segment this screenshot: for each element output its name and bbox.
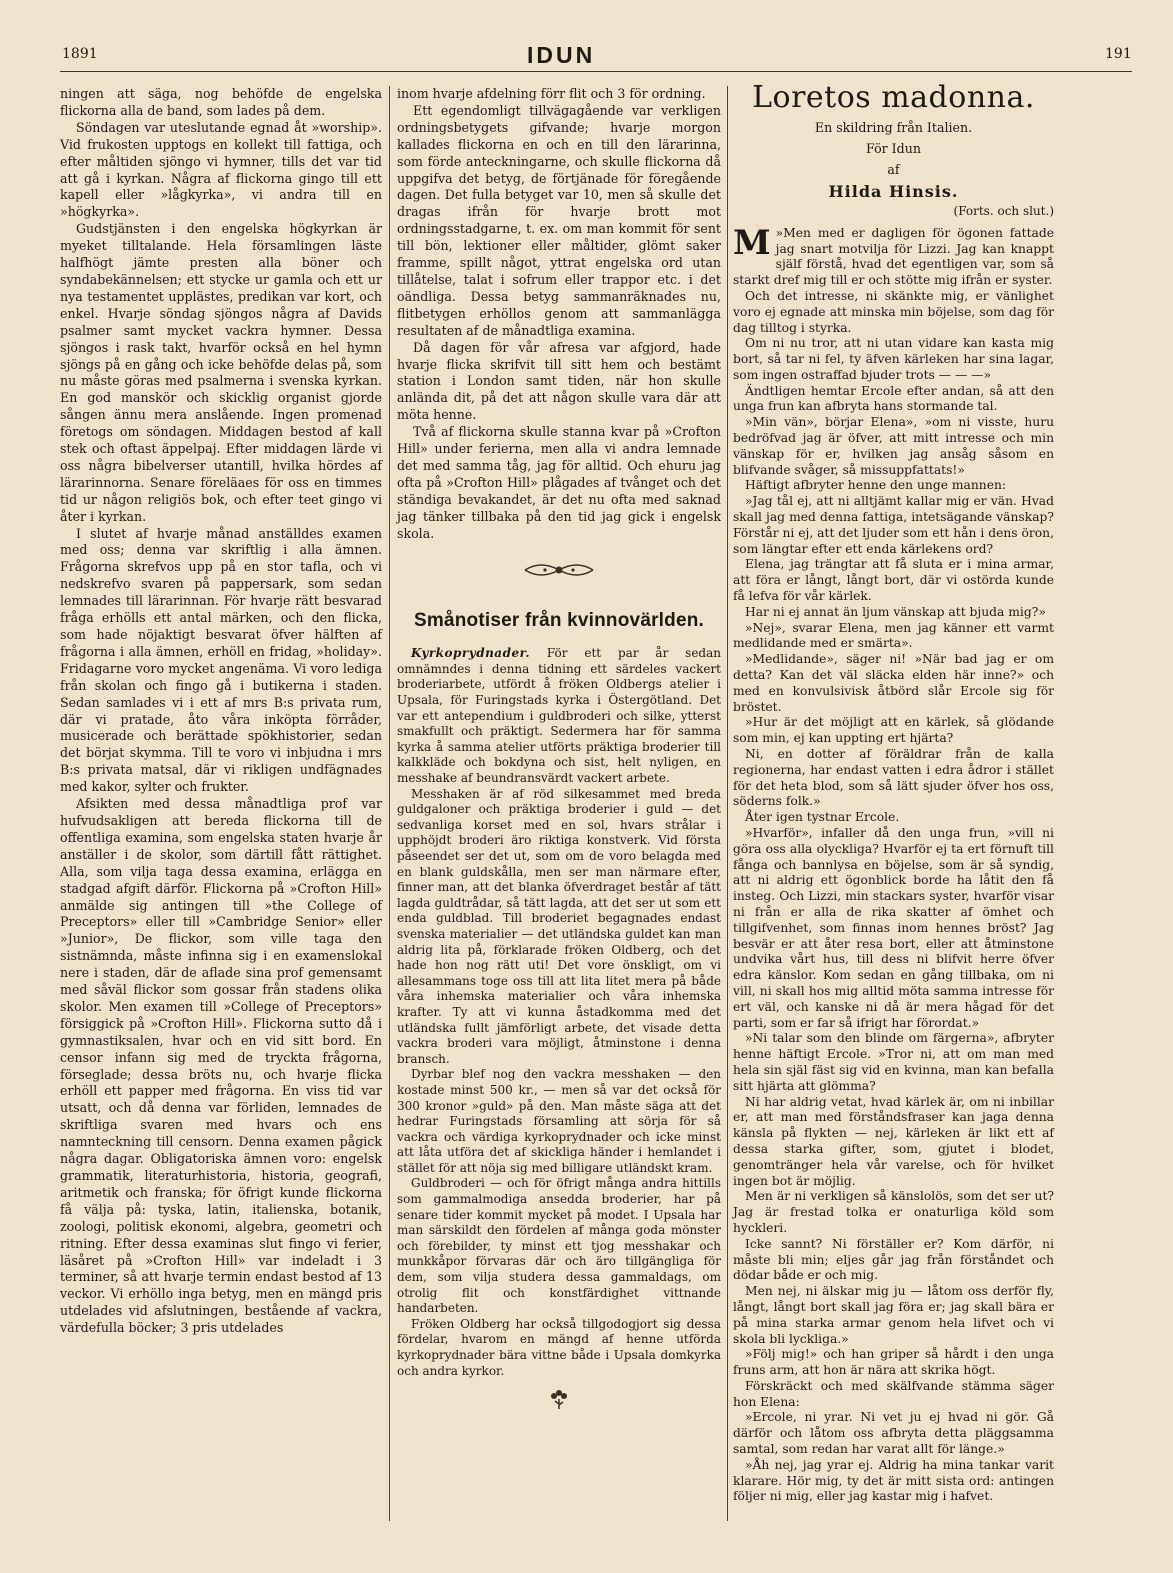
story-by-line: af	[887, 161, 900, 177]
paragraph: Dyrbar blef nog den vackra messhaken — den kostade minst 500 kr., — men så var det också för 300 kronor »guld» på den. Man måste säga att det hedrar Furingstads församling att sörja för så vackra och värdiga kyrkoprydnader och icke minst att låta utföra det af skickliga händer i hemlandet i stället för att nöja sig med billigare utländskt kram.	[397, 1067, 721, 1175]
paragraph: Söndagen var uteslutande egnad åt »worship». Vid frukosten upptogs en kollekt till fattiga, och efter måltiden sjöngo vi hymner, tills det var tid att gå i kyrkan. Några af flickorna gingo till ett kapell eller »lågkyrka», vi andra till en »högkyrka».	[60, 119, 382, 220]
paragraph: Ni, en dotter af föräldrar från de kalla regionerna, har endast vatten i edra ådror i stället för det heta blod, som så lätt sjuder öfver hos oss, söderns folk.»	[733, 747, 1054, 809]
paragraph: »Nej», svarar Elena, men jag känner ett varmt medlidande med er smärta».	[733, 620, 1054, 651]
ornament-divider-icon	[397, 558, 721, 583]
paragraph: Fröken Oldberg har också tillgodogjort sig dessa fördelar, hvarom en mängd af henne utförda kyrkoprydnader bära vittne både i Upsala domkyrka och andra kyrkor.	[397, 1316, 721, 1378]
paragraph: Och det intresse, ni skänkte mig, er vänlighet voro ej egnade att minska min böjelse, som dag för dag tilltog i styrka.	[733, 288, 1054, 335]
paragraph: »Åh nej, jag yrar ej. Aldrig ha mina tankar varit klarare. Hör mig, ty det är mitt sista ord: antingen följer ni mig, eller jag kastar mig i hafvet.	[733, 1457, 1054, 1504]
paragraph: Förskräckt och med skälfvande stämma säger hon Elena:	[733, 1378, 1054, 1409]
paragraph: Ett egendomligt tillvägagående var verkligen ordningsbetygets gifvande; hvarje morgon kallades flickorna en och en till den lärarinna, som förde anteckningarne, och skulle flickorna då uppgifva det betyg, de förtjänade för föregående dagen. Det fulla betyget var 10, men så skulle det dragas ifrån för hvarje brott mot ordningsstadgarne, t. ex. om man kommit för sent till bön, lektioner eller måltider, glömt saker framme, spillt något, yttrat engelska ord utan tillåtelse, talat i sofrum eller trappor etc. i det oändliga. Dessa betyg sammanräknades nu, flitbetygen erhöllos genom att sammanlägga resultaten af de månadtliga examina.	[397, 102, 721, 338]
paragraph: »Ercole, ni yrar. Ni vet ju ej hvad ni gör. Gå därför och låtom oss afbryta detta pläggsamma samtal, som redan har varat allt för länge.»	[733, 1410, 1054, 1457]
paragraph: »Ni talar som den blinde om färgerna», afbryter henne häftigt Ercole. »Tror ni, att om man med hela sin själ fäst sig vid en kvinna, man kan befalla sitt hjärta att glömma?	[733, 1031, 1054, 1093]
column-1-article-continuation	[60, 86, 382, 1337]
paragraph: Guldbroderi — och för öfrigt många andra hittills som gammalmodiga ansedda broderier, har på senare tider kommit mycket på modet. I Upsala har man särskildt den fördelen af många goda mönster och förebilder, ty minst ett tjog messhakar och munkkåpor förvaras där och äro tillgängliga för dem, som vilja studera dessa gammaldags, om otrolig flit och konstfärdighet vittnande handarbeten.	[397, 1176, 721, 1316]
paragraph: »Men med er dagligen för ögonen fattade jag snart motvilja för Lizzi. Jag kan knappt själf förstå, hvad det egentligen var, som så starkt dref mig till er och stötte mig ifrån er syster.	[733, 225, 1054, 288]
flower-ornament-icon	[397, 1385, 721, 1414]
paragraph: »Hvarför», infaller då den unga frun, »vill ni göra oss alla olyckliga? Hvarför ej ta ert förnuft till fånga och bannlysa en böjelse, som är så syndig, att ni aldrig ett ögonblick borde ha låtit den få insteg. Och Lizzi, min stackars syster, hvarför visar ni från er alla de rika skatter af ömhet och tillgifvenhet, som finnas inom hennes bröst? Jag besvär er att åter resa bort, eller att åtminstone undvika vårt hus, till dess ni blifvit herre öfver edra känslor. Kom sedan en gång tillbaka, om ni vill, ni skall hos mig alltid möta samma intresse för ert väl, och kanske ni då är mera hågad för det parti, som er far så ifrigt har förordat.»	[733, 826, 1054, 1030]
header-year: 1891	[62, 46, 98, 62]
notices-body	[397, 646, 721, 1379]
paragraph: Ni har aldrig vetat, hvad kärlek är, om ni inbillar er, att man med förståndsfraser kan jaga denna känsla på flykten — nej, kärleken är likt ett af dessa starka gifter, som, gjutet i blodet, genomtränger hela vår varelse, och för hvilket ingen bot är möjlig.	[733, 1094, 1054, 1188]
column-3-story	[733, 80, 1054, 1505]
story-title: Loretos madonna.	[752, 80, 1035, 115]
paragraph: För ett par år sedan omnämndes i denna tidning ett särdeles vackert broderiarbete, utfördt å fröken Oldbergs atelier i Upsala, för Furingstads kyrka i Östergötland. Det var ett antependium i guldbroderi och silke, ytterst smakfullt och präktigt. Sedermera har för samma kyrka å samma atelier utförts präktiga broderier till kalkkläde och bokdyna och sist, helt nyligen, en messhake af beundransvärdt vackert arbete.	[397, 646, 721, 786]
header-rule	[60, 71, 1132, 72]
paragraph: Om ni nu tror, att ni utan vidare kan kasta mig bort, så tar ni fel, ty äfven kärleken har sina lagar, som ingen ostraffad bjuder trots — — —»	[733, 336, 1054, 382]
paragraph: »Hur är det möjligt att en kärlek, så glödande som min, ej kan uppting ert hjärta?	[733, 715, 1054, 746]
paragraph: Åter igen tystnar Ercole.	[745, 810, 900, 825]
column-divider-2	[727, 86, 728, 1521]
story-body	[733, 222, 1054, 1506]
paragraph: ningen att säga, nog behöfde de engelska flickorna alla de band, som lades på dem.	[60, 86, 382, 118]
paragraph: Icke sannt? Ni förställer er? Kom därför, ni måste bli min; eljes går jag från förståndet och dödar både er och mig.	[733, 1236, 1054, 1283]
story-author: Hilda Hinsis.	[828, 181, 959, 201]
story-continuation-note: (Forts. och slut.)	[953, 203, 1054, 218]
paragraph: »Medlidande», säger ni! »När bad jag er om detta? Kan det väl släcka elden här inne?» och med en konvulsivisk åtbörd slår Ercole sig för bröstet.	[733, 652, 1054, 714]
notices-heading: Smånotiser från kvinnovärlden.	[413, 610, 705, 632]
drop-cap: M	[733, 222, 771, 263]
paragraph: Då dagen för vår afresa var afgjord, hade hvarje flicka skrifvit till sitt hem och bestämt station i London samt tiden, när hon skulle anlända dit, på det att någon skulle vara där att möta henne.	[397, 339, 721, 423]
paragraph: Afsikten med dessa månadtliga prof var hufvudsakligen att bereda flickorna till de offentliga examina, som engelska staten hvarje år anställer i de skolor, som därtill fått rättighet. Alla, som vilja taga dessa examina, erlägga en stadgad afgift därför. Flickorna på »Crofton Hill» anmälde sig antingen till »the College of Preceptors» eller till »Cambridge Senior» eller »Junior», De flickor, som ville taga den sistnämnda, måste infinna sig i en examenslokal nere i staden, där de aflade sina prof gemensamt med såväl flickor som gossar från stadens olika skolor. Men examen till »College of Preceptors» försiggick på »Crofton Hill». Flickorna sutto då i gymnastiksalen, hvar och en vid sitt bord. En censor infann sig med de tryckta frågorna, förseglade; dessa bröts nu, och hvarje flicka erhöll ett papper med frågorna. En viss tid var utsatt, och då denna var förliden, lemnades de skriftliga svaren med hvars och ens namnteckning till censorn. Denna examen pågick några dagar. Obligatoriska ämnen voro: engelsk grammatik, literaturhistoria, historia, geografi, aritmetik och franska; för öfrigt kunde flickorna få välja på: tyska, latin, italienska, botanik, zoologi, politisk ekonomi, algebra, geometri och ritning. Efter dessa examinas slut fingo vi ferier, läsåret på »Crofton Hill» var indeladt i 3 terminer, så att hvarje termin endast bestod af 13 veckor. Vi erhöllo inga betyg, men en mängd pris utdelades vid afslutningen, bestående af vackra, värdefulla böcker; 3 pris utdelades	[60, 796, 382, 1336]
paragraph: Ändtligen hemtar Ercole efter andan, så att den unga frun kan afbryta hans stormande tal.	[733, 383, 1054, 414]
paragraph: Gudstjänsten i den engelska högkyrkan är myeket tilltalande. Hela församlingen läste halfhögt jämte presten alla böner och syndabekännelsen; ett stycke ur gamla och ett ur nya testamentet upplästes, predikan var kort, och enkel. Hvarje söndag sjöngos några af Davids psalmer samt mycket vackra hymner. Dessa sjöngos i rask takt, hvarför också en hel hymn sjöngs på en gång och icke behöfde delas på, som nu måste göras med psalmerna i svenska kyrkan. En god manskör och skicklig organist gjorde sången ännu mera anslående. Ingen promenad företogs om söndagen. Middagen bestod af kall stek och oftast äppelpaj. Efter middagen lärde vi oss några bibelverser utantill, hvilka hördes af lärarinnorna. Senare föreläaes för oss en timmes tid ur någon religiös bok, och efter teet gingo vi åter i kyrkan.	[60, 221, 382, 524]
notice-lead: Kyrkoprydnader.	[411, 646, 531, 661]
header-page-number: 191	[1105, 46, 1132, 62]
paragraph: I slutet af hvarje månad anställdes examen med oss; denna var skriftlig i alla ämnen. Frågorna skrefvos upp på en stor tafla, och vi nedskrefvo svaren på pappersark, som sedan lemnades till lärarinnan. För hvarje rätt besvarad fråga erhölls ett antal märken, och den flicka, som hade nöjaktigt besvarat öfver hälften af frågorna i alla ämnen, erhöll en fridag, »holiday». Fridagarne voro mycket angenäma. Vi voro lediga från skolan och fingo gå i butikerna i staden. Sedan samlades vi i ett af mrs B:s privata rum, där vi pratade, åto våra inköpta förråder, musicerade och berättade spökhistorier, sedan det börjat skymma. Till te voro vi inbjudna i mrs B:s privata matsal, där vi rikligen undfägnades med kakor, sylter och frukter.	[60, 525, 382, 795]
paragraph: Men är ni verkligen så känslolös, som det ser ut? Jag är frestad tolka er onaturliga köld som hyckleri.	[733, 1189, 1054, 1235]
masthead-title: IDUN	[527, 42, 596, 68]
paragraph: Häftigt afbryter henne den unge mannen:	[745, 478, 1007, 493]
story-for-line: För Idun	[866, 140, 921, 156]
paragraph: Elena, jag trängtar att få sluta er i mina armar, att föra er långt, långt bort, där vi ostörda kunde få lefva för vår kärlek.	[733, 557, 1054, 604]
paragraph: inom hvarje afdelning förr flit och 3 för ordning.	[397, 86, 706, 101]
paragraph: Två af flickorna skulle stanna kvar på »Crofton Hill» under ferierna, men alla vi andra lemnade det med samma tåg, jag för alltid. Och ehuru jag ofta på »Crofton Hill» plågades af tvånget och det ständiga bevakandet, är det nu ofta med saknad jag tänker tillbaka på den tid jag gick i engelsk skola.	[397, 424, 721, 541]
paragraph: »Följ mig!» och han griper så hårdt i den unga fruns arm, att hon är nära att skrika högt.	[733, 1347, 1054, 1378]
column-divider-1	[389, 86, 390, 1521]
story-subtitle: En skildring från Italien.	[814, 119, 973, 135]
paragraph: »Min vän», börjar Elena», »om ni visste, huru bedröfvad jag är öfver, att mitt intresse och min vänskap för er, hvilken jag ansåg såsom en blifvande svåger, så missuppfattats!»	[733, 415, 1054, 477]
paragraph: Men nej, ni älskar mig ju — låtom oss derför fly, långt, långt bort skall jag föra er; jag skall bära er på mina starka armar genom hela lifvet och vi skola bli lyckliga.»	[733, 1284, 1054, 1346]
column-2	[397, 86, 721, 1414]
paragraph: Har ni ej annat än ljum vänskap att bjuda mig?»	[745, 604, 1046, 619]
paragraph: Messhaken är af röd silkesammet med breda guldgaloner och präktiga broderier i guld — det sedvanliga korset med en sol, hvars strålar i upphöjdt broderi äro riktiga konstverk. Vid första påseendet ser det ut, som om de voro belagda med en blank guldskålla, men ser man närmare efter, finner man, att det blanka öfverdraget består af tätt lagda guldtrådar, så tätt lagda, att det ser ut som ett enda guldblad. Till broderiet begagnades endast svenska materialier — det utländska guldet kan man aldrig lita på, förklarade fröken Oldberg, och det hade hon nog rätt uti! Det vore önskligt, om vi allesammans toge oss till att lita litet mera på både våra inhemska materialier och våra inhemska krafter. Ty att vi kunna åstadkomma med det utländska fullt jämförligt arbete, det visade detta vackra broderi vara möjligt, åtminstone i denna bransch.	[397, 786, 721, 1066]
paragraph: »Jag tål ej, att ni alltjämt kallar mig er vän. Hvad skall jag med denna fattiga, intetsägande vänskap? Förstår ni ej, att det ljuder som ett hån i dens öron, som längtar efter ett enda kärlekens ord?	[733, 494, 1054, 556]
